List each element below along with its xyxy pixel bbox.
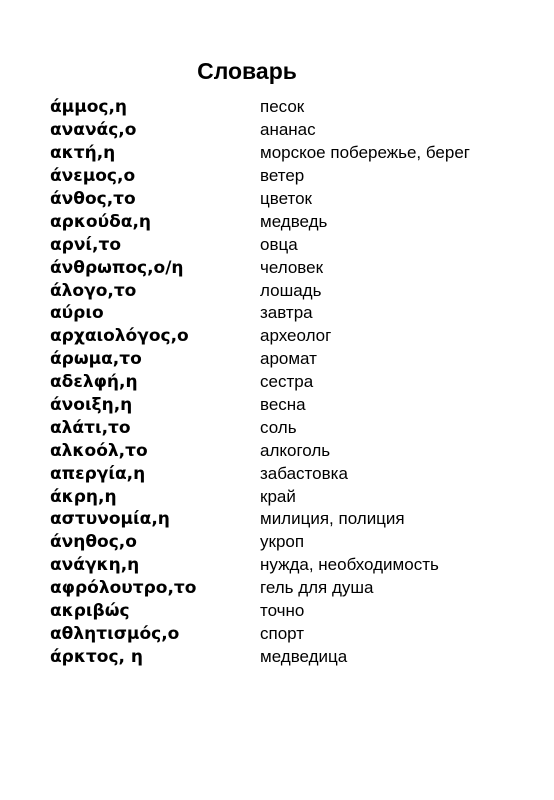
vocabulary-entry (50, 508, 530, 531)
vocabulary-entry (50, 119, 530, 142)
vocabulary-list (50, 96, 530, 668)
greek-word: αδελφή,η (50, 372, 138, 393)
vocabulary-entry (50, 600, 530, 623)
russian-translation: весна (260, 395, 306, 415)
greek-word: άνοιξη,η (50, 395, 133, 416)
russian-translation: точно (260, 601, 305, 621)
russian-translation: медведь (260, 211, 328, 231)
vocabulary-entry (50, 645, 530, 668)
greek-word: άλογο,το (50, 280, 137, 301)
vocabulary-entry (50, 394, 530, 417)
greek-word: αρκούδα,η (50, 211, 152, 232)
russian-translation: алкоголь (260, 440, 331, 460)
russian-translation: соль (260, 417, 297, 437)
vocabulary-entry (50, 233, 530, 256)
greek-word: αφρόλουτρο,το (50, 578, 197, 599)
vocabulary-entry (50, 142, 530, 165)
russian-translation: спорт (260, 623, 305, 643)
greek-word: αθλητισμός,ο (50, 623, 180, 644)
greek-word: αλάτι,το (50, 417, 131, 438)
greek-word: αρνί,το (50, 234, 122, 255)
greek-word: άμμος,η (50, 97, 128, 118)
greek-word: ακτή,η (50, 143, 116, 164)
vocabulary-entry (50, 279, 530, 302)
greek-word: ανανάς,ο (50, 120, 137, 141)
russian-translation: лошадь (260, 280, 322, 300)
greek-word: άρκτος, η (50, 646, 144, 667)
greek-word: άνθος,το (50, 189, 136, 209)
russian-translation: медведица (260, 646, 348, 666)
russian-translation: край (260, 486, 296, 506)
vocabulary-entry (50, 462, 530, 485)
russian-translation: песок (260, 97, 305, 117)
russian-translation: цветок (260, 189, 312, 208)
russian-translation: аромат (260, 349, 317, 369)
vocabulary-entry (50, 348, 530, 371)
vocabulary-entry (50, 371, 530, 394)
vocabulary-entry (50, 416, 530, 439)
vocabulary-entry (50, 188, 530, 211)
russian-translation: ананас (260, 120, 316, 140)
vocabulary-entry (50, 439, 530, 462)
vocabulary-entry (50, 256, 530, 279)
russian-translation: археолог (260, 326, 332, 346)
vocabulary-entry (50, 622, 530, 645)
greek-word: ακριβώς (50, 601, 130, 622)
russian-translation: сестра (260, 372, 314, 392)
russian-translation: завтра (260, 303, 313, 323)
greek-word: αρχαιολόγος,ο (50, 326, 189, 347)
greek-word: απεργία,η (50, 463, 146, 484)
vocabulary-entry (50, 577, 530, 600)
russian-translation: морское побережье, берег (260, 143, 470, 163)
greek-word: άνηθος,ο (50, 532, 137, 553)
russian-translation: человек (260, 257, 324, 277)
vocabulary-entry (50, 210, 530, 233)
vocabulary-entry (50, 302, 530, 325)
russian-translation: овца (260, 234, 298, 254)
greek-word: αστυνομία,η (50, 509, 170, 530)
vocabulary-entry (50, 165, 530, 188)
russian-translation: укроп (260, 532, 305, 552)
vocabulary-entry (50, 485, 530, 508)
vocabulary-entry (50, 531, 530, 554)
russian-translation: забастовка (260, 463, 348, 483)
greek-word: ανάγκη,η (50, 555, 140, 576)
russian-translation: гель для душа (260, 578, 374, 598)
greek-word: αύριο (50, 303, 104, 324)
greek-word: αλκοόλ,το (50, 440, 148, 461)
greek-word: άνθρωπος,ο/η (50, 257, 184, 278)
greek-word: άκρη,η (50, 486, 117, 507)
greek-word: άρωμα,το (50, 349, 142, 370)
vocabulary-entry (50, 325, 530, 348)
russian-translation: нужда, необходимость (260, 555, 439, 575)
vocabulary-entry (50, 96, 530, 119)
page-title: Словарь (197, 58, 297, 84)
russian-translation: милиция, полиция (260, 509, 405, 529)
greek-word: άνεμος,ο (50, 166, 136, 187)
vocabulary-entry (50, 554, 530, 577)
russian-translation: ветер (260, 166, 305, 186)
